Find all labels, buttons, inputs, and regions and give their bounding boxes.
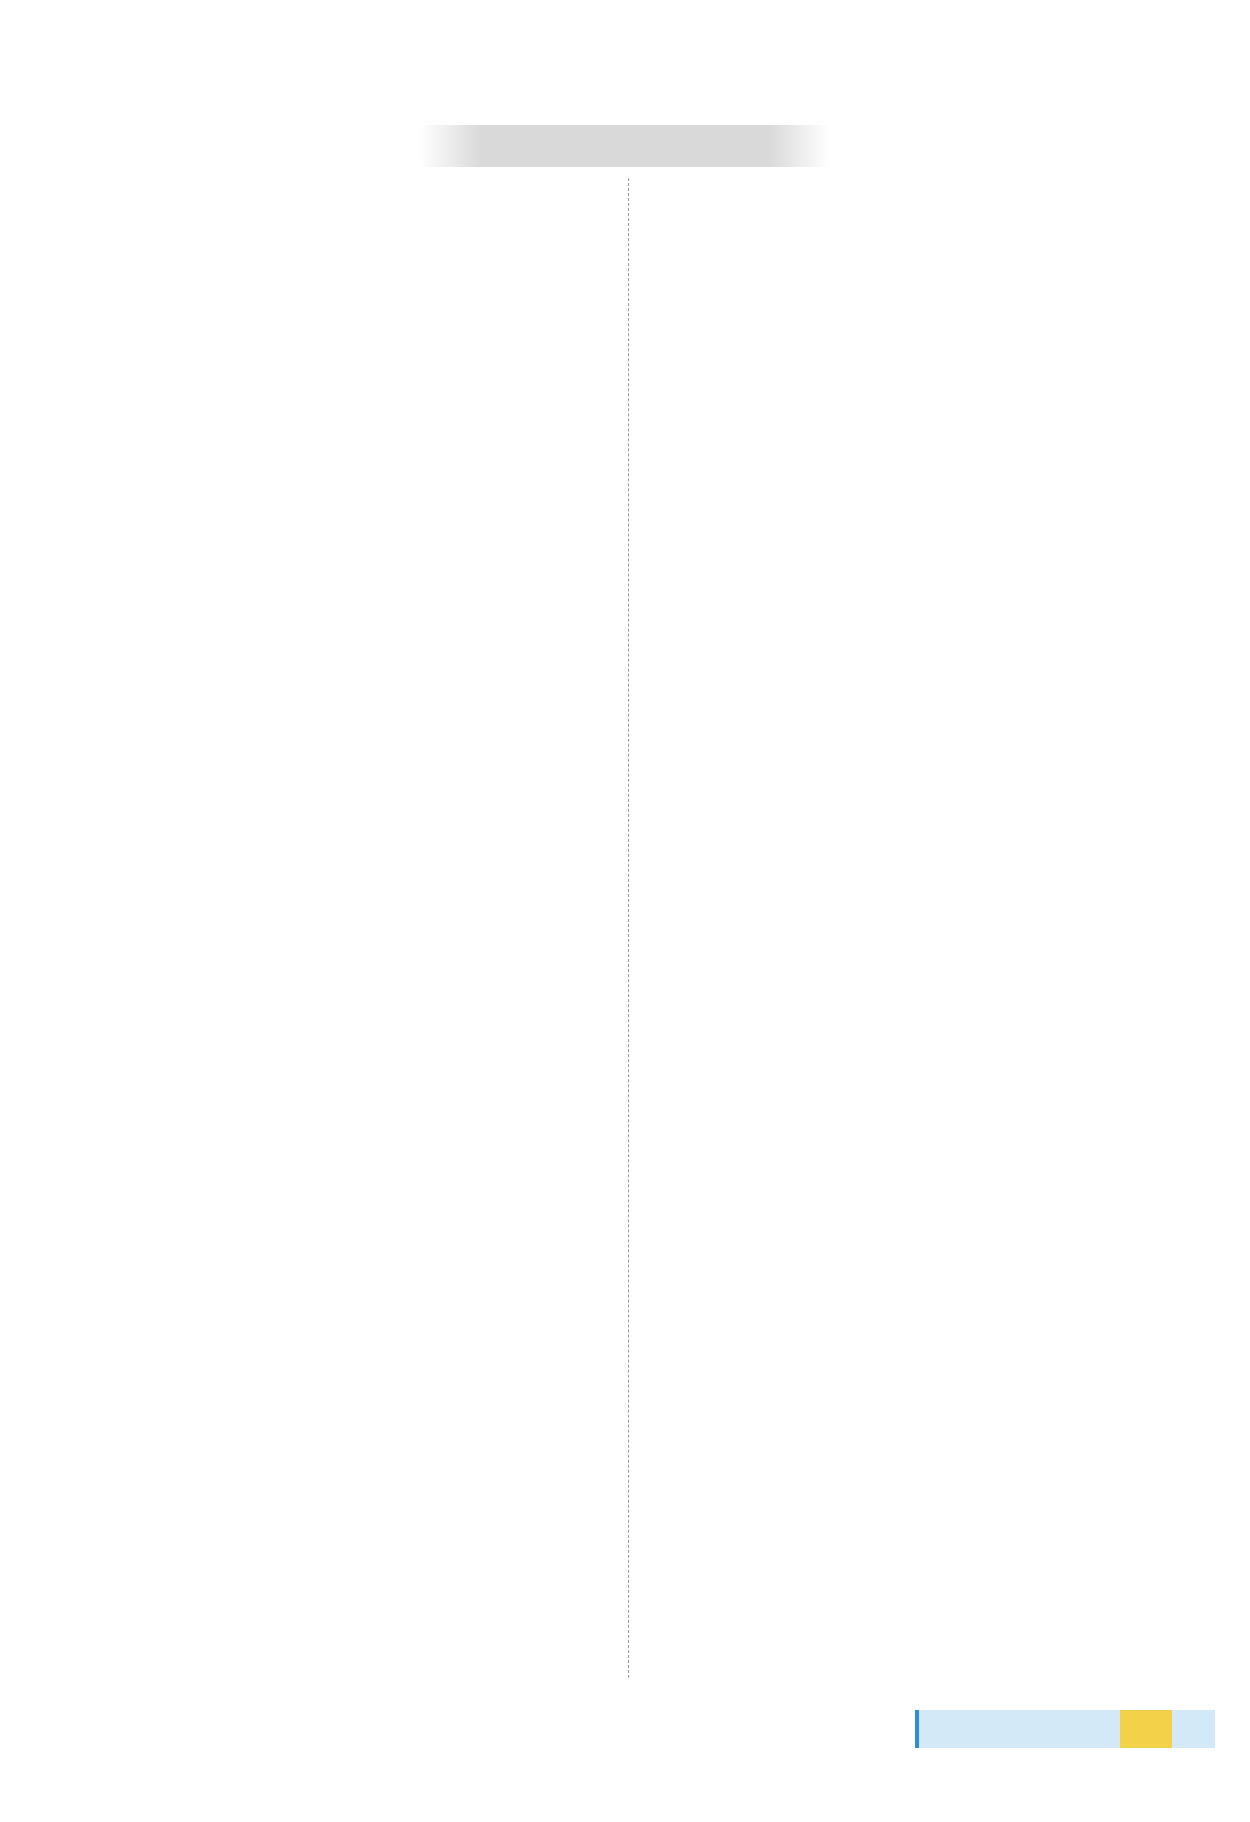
title-underlay [420,125,830,167]
column-divider [628,178,629,1678]
page-number [1120,1710,1172,1748]
footer-accent [915,1710,919,1748]
